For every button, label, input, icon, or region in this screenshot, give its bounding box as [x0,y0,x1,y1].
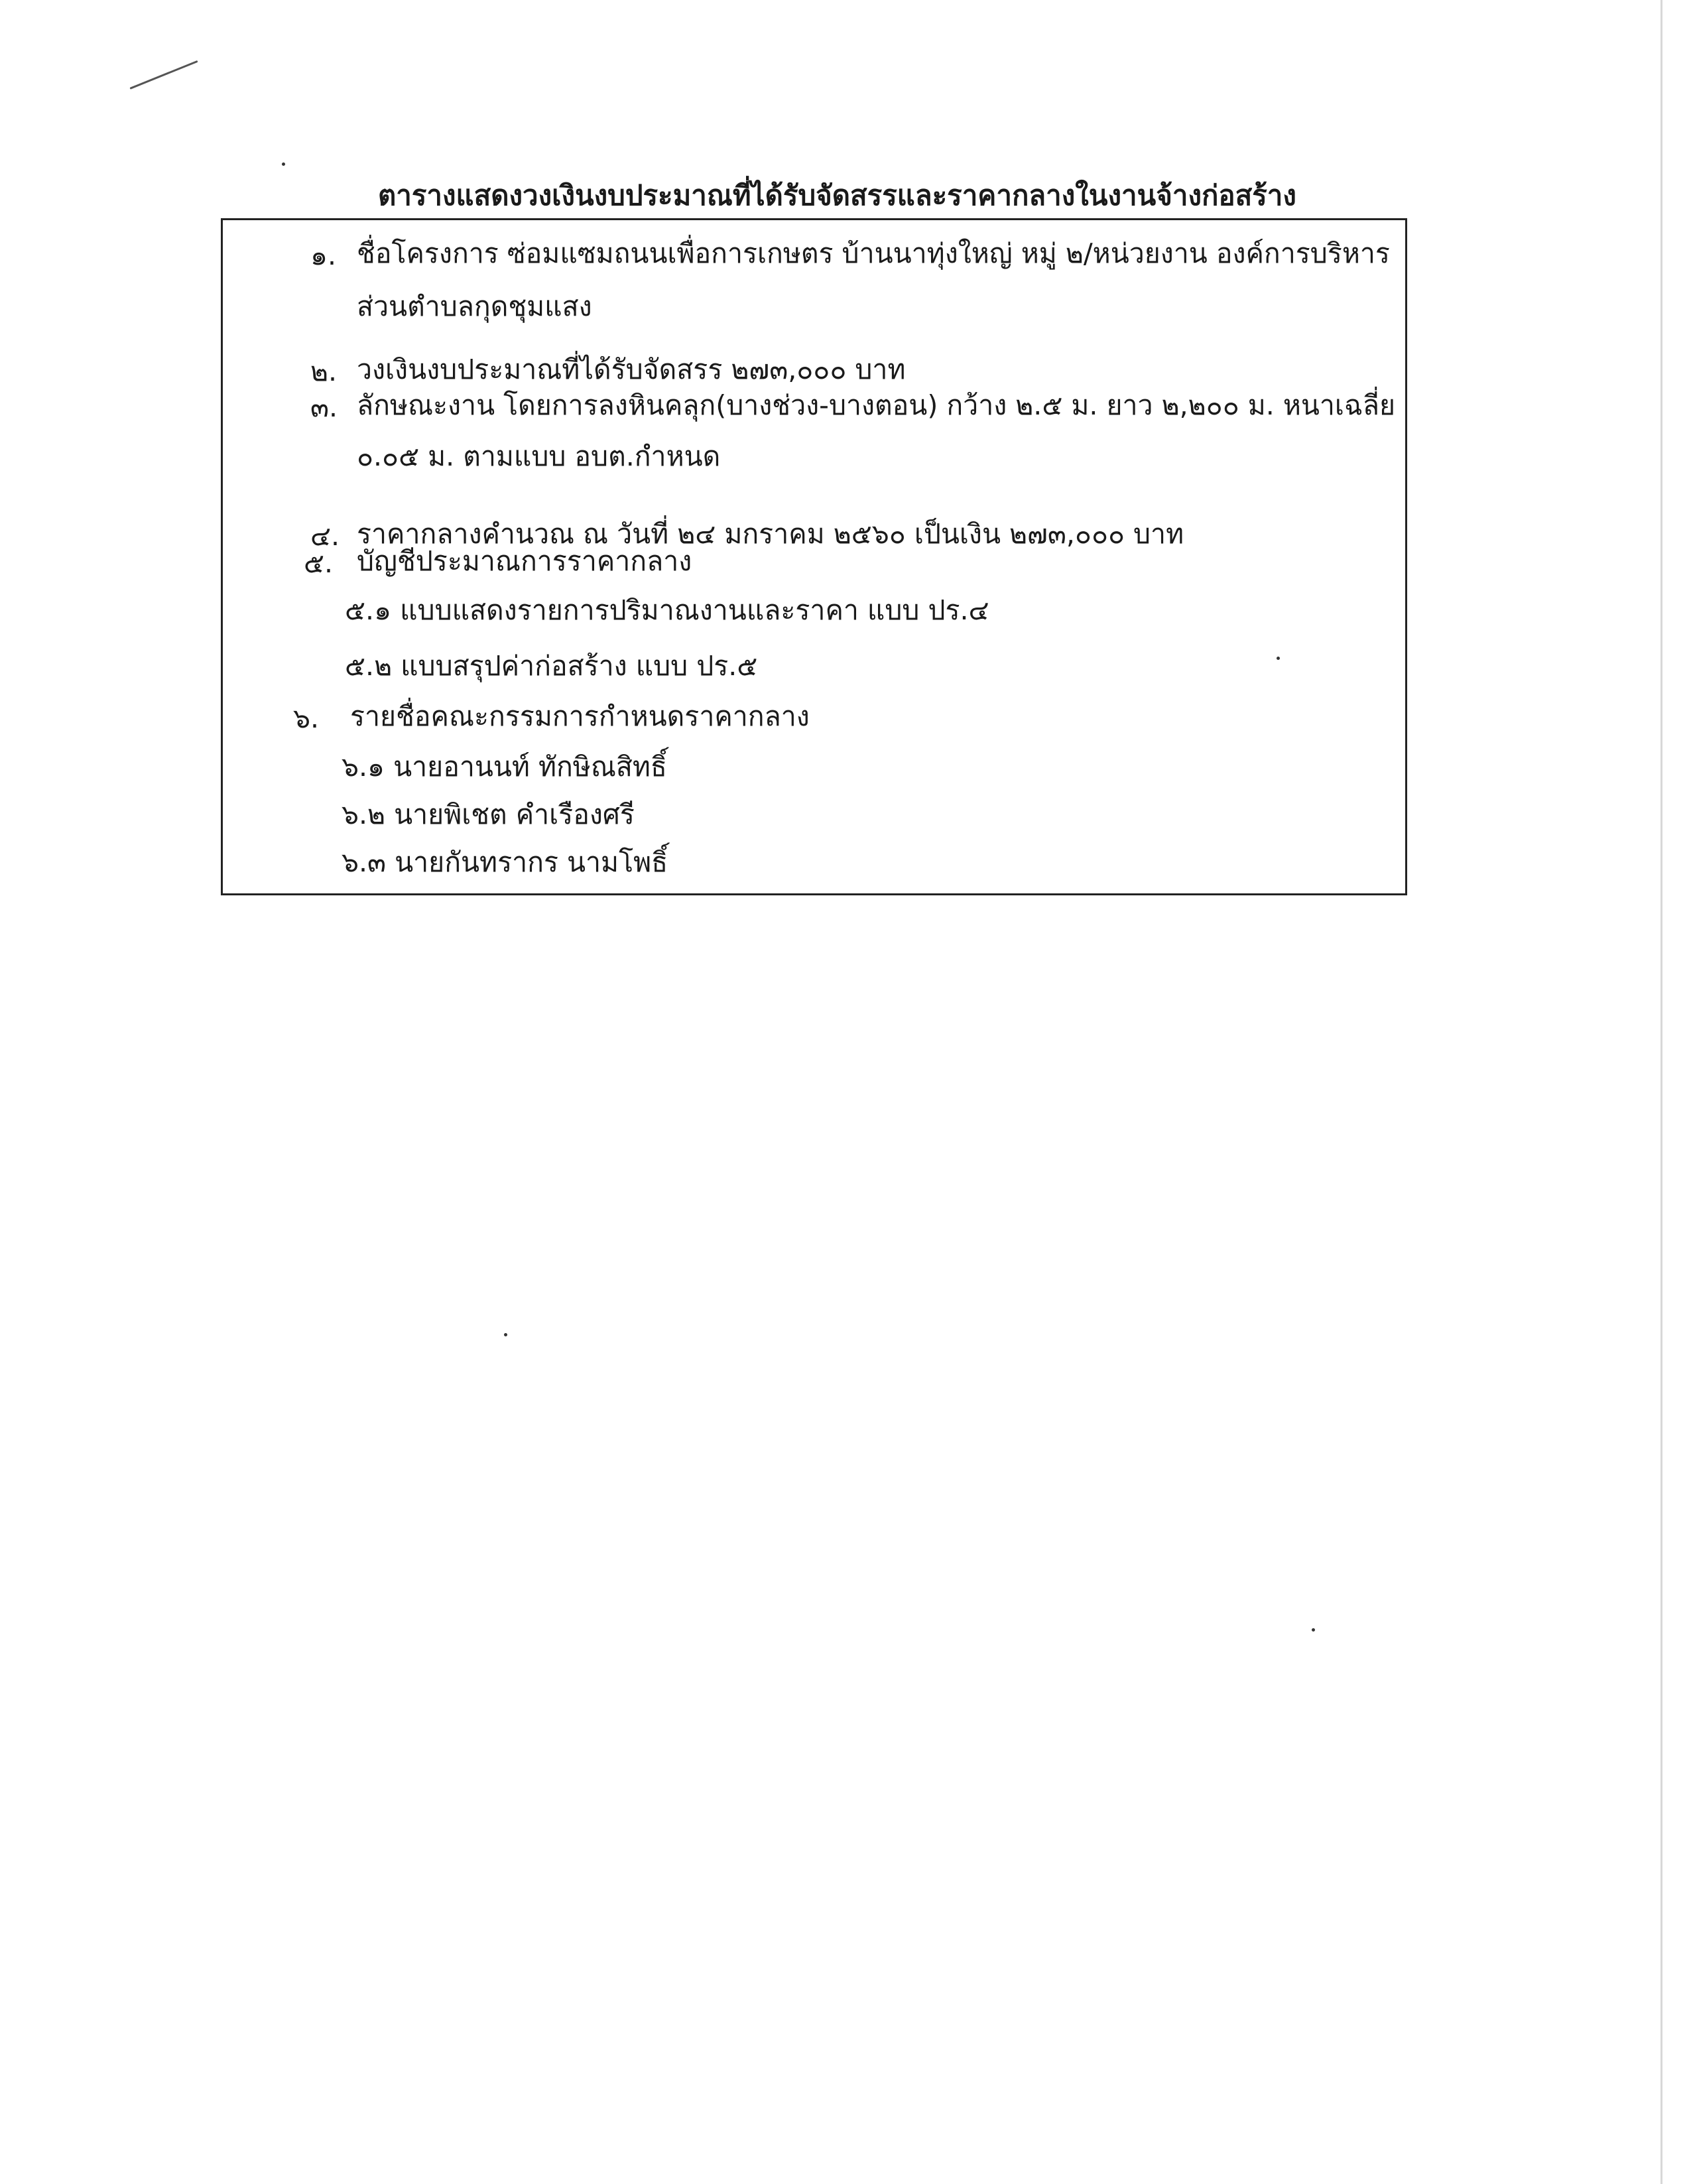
item-number: ๓. [310,391,338,423]
median-price-line: ราคากลางคำนวณ ณ วันที่ ๒๔ มกราคม ๒๕๖๐ เป็นเงิน ๒๗๓,๐๐๐ บาท [357,518,1184,550]
scan-speck [1312,1628,1315,1632]
price-estimate-heading: บัญชีประมาณการราคากลาง [357,545,692,577]
scan-speck [504,1333,507,1336]
item-number: ๑. [310,239,337,271]
scan-speck [282,162,285,166]
item-number: ๕. [304,547,334,579]
project-name-line: ส่วนตำบลกุดชุมแสง [357,290,592,322]
committee-member: ๖.๓ นายกันทรากร นามโพธิ์ [342,846,668,878]
work-description-line: ๐.๐๕ ม. ตามแบบ อบต.กำหนด [357,440,721,472]
project-name-line: ชื่อโครงการ ซ่อมแซมถนนเพื่อการเกษตร บ้านนาทุ่งใหญ่ หมู่ ๒/หน่วยงาน องค์การบริหาร [357,237,1390,269]
page-title: ตารางแสดงวงเงินงบประมาณที่ได้รับจัดสรรและราคากลางในงานจ้างก่อสร้าง [378,179,1296,212]
sub-item: ๕.๒ แบบสรุปค่าก่อสร้าง แบบ ปร.๕ [345,650,758,682]
pen-mark [129,60,198,90]
committee-member: ๖.๑ นายอานนท์ ทักษิณสิทธิ์ [342,751,667,783]
sub-item: ๕.๑ แบบแสดงรายการปริมาณงานและราคา แบบ ปร.๔ [345,594,989,626]
item-number: ๔. [310,520,340,552]
item-number: ๒. [310,355,338,387]
committee-heading: รายชื่อคณะกรรมการกำหนดราคากลาง [350,700,810,732]
item-number: ๖. [293,702,320,734]
scan-edge [1660,0,1662,2184]
committee-member: ๖.๒ นายพิเชต คำเรืองศรี [342,799,635,830]
work-description-line: ลักษณะงาน โดยการลงหินคลุก(บางช่วง-บางตอน) กว้าง ๒.๕ ม. ยาว ๒,๒๐๐ ม. หนาเฉลี่ย [357,389,1396,421]
budget-line: วงเงินงบประมาณที่ได้รับจัดสรร ๒๗๓,๐๐๐ บาท [357,353,906,385]
